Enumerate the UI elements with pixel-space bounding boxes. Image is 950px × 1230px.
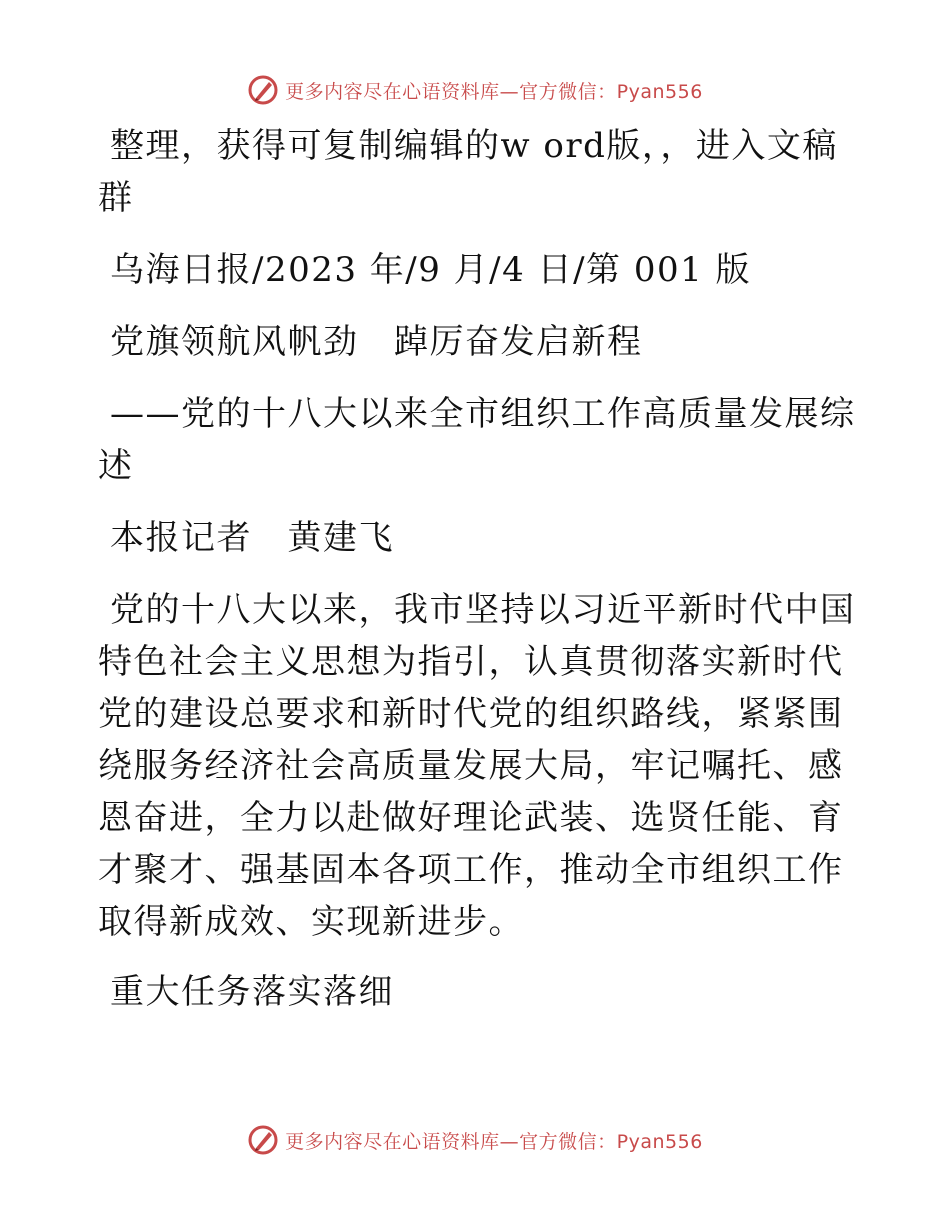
article-subtitle: ——党的十八大以来全市组织工作高质量发展综述 (98, 394, 856, 486)
header-banner (0, 70, 950, 110)
section-heading: 重大任务落实落细 (110, 972, 394, 1012)
intro-note: 整理，获得可复制编辑的w ord版，，进入文稿群 (98, 126, 838, 218)
document-body (98, 120, 858, 1018)
header-banner-text: 更多内容尽在心语资料库—官方微信：Pyan556 (285, 80, 703, 103)
footer-banner-text: 更多内容尽在心语资料库—官方微信：Pyan556 (285, 1130, 703, 1153)
article-title: 党旗领航风帆劲 踔厉奋发启新程 (110, 322, 643, 362)
pen-logo-icon (247, 1124, 279, 1156)
footer-banner (0, 1120, 950, 1160)
byline: 本报记者 黄建飞 (110, 518, 394, 558)
pen-logo-icon (247, 74, 279, 106)
body-paragraph: 党的十八大以来，我市坚持以习近平新时代中国特色社会主义思想为指引，认真贯彻落实新时代党的建设总要求和新时代党的组织路线，紧紧围绕服务经济社会高质量发展大局，牢记嘱托、感恩奋进，全力以赴做好理论武装、选贤任能、育才聚才、强基固本各项工作，推动全市组织工作取得新成效、实现新进步。 (98, 590, 856, 942)
source-line: 乌海日报/2023 年/9 月/4 日/第 001 版 (110, 250, 752, 290)
